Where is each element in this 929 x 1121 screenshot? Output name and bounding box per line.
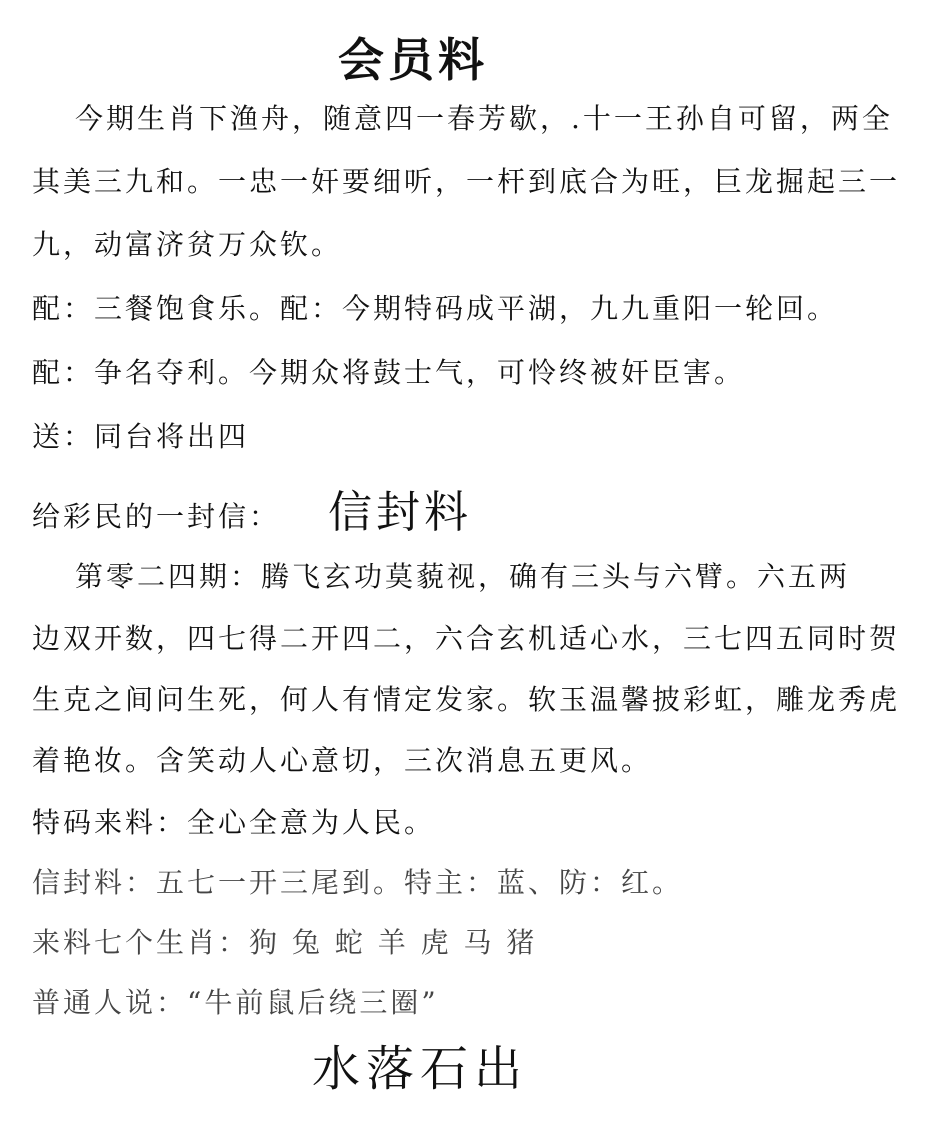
pei-line-2: 配：争名夺利。今期众将鼓士气，可怜终被奸臣害。 <box>32 356 746 389</box>
laoliao-line: 来料七个生肖：狗 兔 蛇 羊 虎 马 猪 <box>32 926 538 959</box>
letter-title: 信封料 <box>328 487 472 538</box>
para2-line-3: 生克之间问生死，何人有情定发家。软玉温馨披彩虹，雕龙秀虎 <box>32 683 901 716</box>
closing-title: 水落石出 <box>312 1041 529 1097</box>
shuo-line: 普通人说：“牛前鼠后绕三圈” <box>32 986 439 1019</box>
xinfeng-line: 信封料：五七一开三尾到。特主：蓝、防：红。 <box>32 866 684 899</box>
para1-line-2: 其美三九和。一忠一奸要细听，一杆到底合为旺，巨龙掘起三一 <box>32 165 901 198</box>
para2-line-2: 边双开数，四七得二开四二，六合玄机适心水，三七四五同时贺 <box>32 622 901 655</box>
page-title: 会员料 <box>338 33 488 87</box>
pei-line-1: 配：三餐饱食乐。配：今期特码成平湖，九九重阳一轮回。 <box>32 292 839 325</box>
para1-line-3: 九，动富济贫万众钦。 <box>32 228 343 261</box>
letter-label: 给彩民的一封信： <box>32 500 281 533</box>
tema-line: 特码来料：全心全意为人民。 <box>32 806 436 839</box>
para2-line-1: 第零二四期：腾飞玄功莫藐视，确有三头与六臂。六五两 <box>75 560 851 593</box>
para1-line-1: 今期生肖下渔舟，随意四一春芳歇，.十一王孙自可留，两全 <box>75 102 893 135</box>
song-line: 送：同台将出四 <box>32 420 250 453</box>
para2-line-4: 着艳妆。含笑动人心意切，三次消息五更风。 <box>32 744 653 777</box>
